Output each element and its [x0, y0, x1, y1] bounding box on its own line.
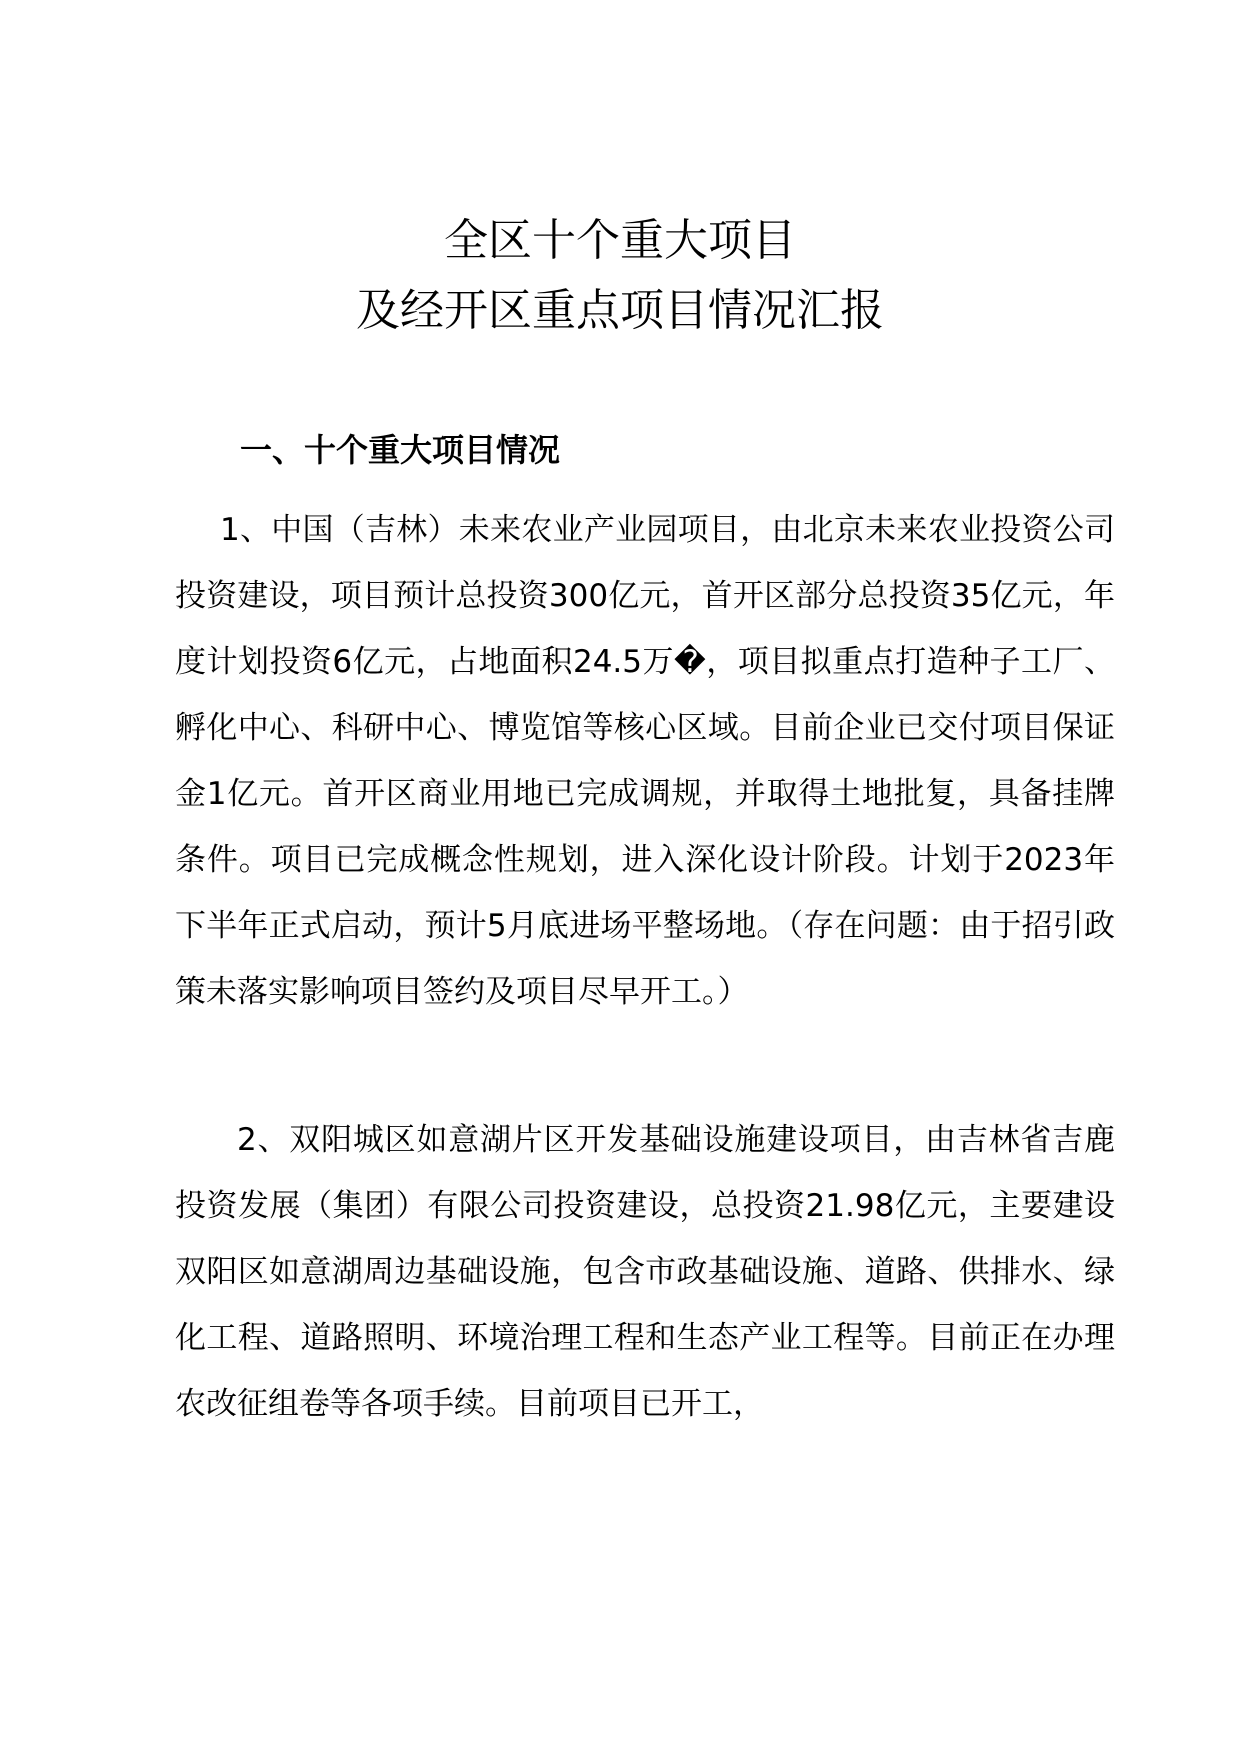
section-heading: 一、十个重大项目情况	[240, 431, 561, 469]
document-title-line-1: 全区十个重大项目	[444, 215, 796, 266]
document-title-line-2: 及经开区重点项目情况汇报	[356, 285, 884, 336]
paragraph-project-2: 2、双阳城区如意湖片区开发基础设施建设项目，由吉林省吉鹿投资发展（集团）有限公司投资建设，总投资21.98亿元，主要建设双阳区如意湖周边基础设施，包含市政基础设施、道路、供排水、绿化工程、道路照明、环境治理工程和生态产业工程等。目前正在办理农改征组卷等各项手续。目前项目已开工，	[175, 1122, 1115, 1422]
paragraph-project-1: 1、中国（吉林）未来农业产业园项目，由北京未来农业投资公司投资建设，项目预计总投资300亿元，首开区部分总投资35亿元，年度计划投资6亿元，占地面积24.5万�，项目拟重点打造种子工厂、孵化中心、科研中心、博览馆等核心区域。目前企业已交付项目保证金1亿元。首开区商业用地已完成调规，并取得土地批复，具备挂牌条件。项目已完成概念性规划，进入深化设计阶段。计划于2023年下半年正式启动，预计5月底进场平整场地。（存在问题：由于招引政策未落实影响项目签约及项目尽早开工。）	[175, 512, 1115, 1010]
